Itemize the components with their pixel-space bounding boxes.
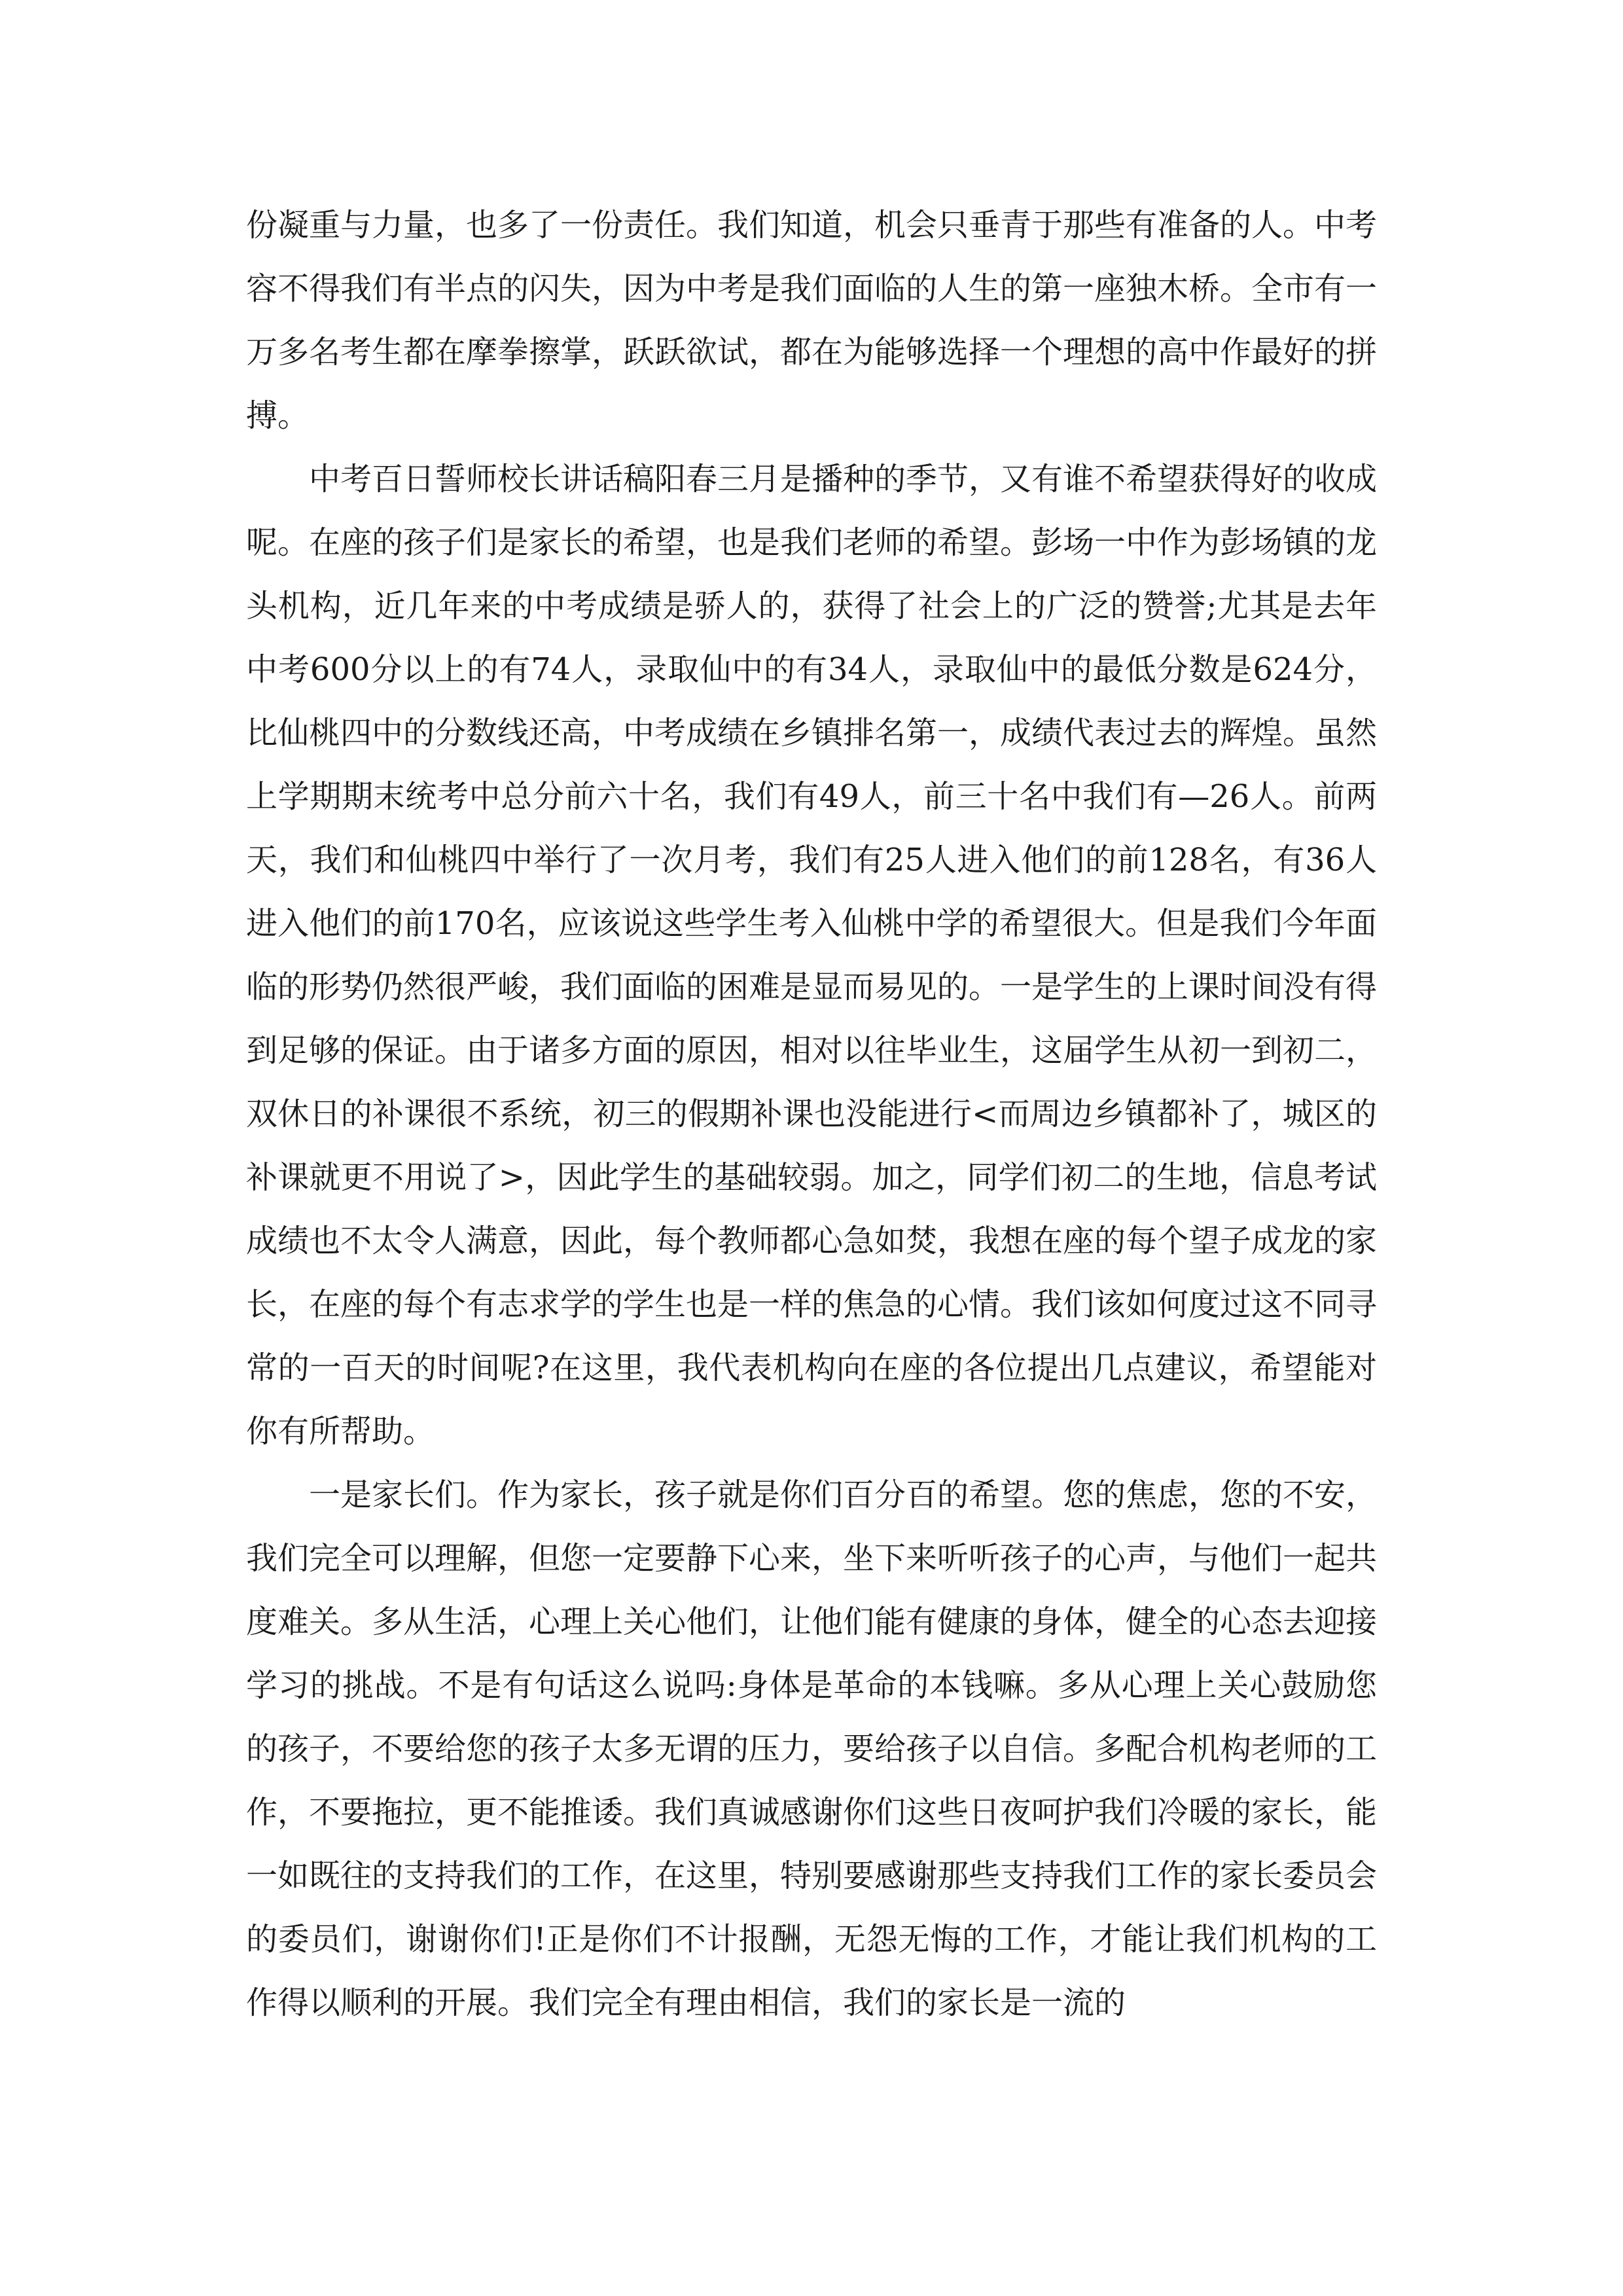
paragraph-parents: 一是家长们。作为家长，孩子就是你们百分百的希望。您的焦虑，您的不安，我们完全可以理解，但您一定要静下心来，坐下来听听孩子的心声，与他们一起共度难关。多从生活，心理上关心他们，让他们能有健康的身体，健全的心态去迎接学习的挑战。不是有句话这么说吗:身体是革命的本钱嘛。多从心理上关心鼓励您的孩子，不要给您的孩子太多无谓的压力，要给孩子以自信。多配合机构老师的工作，不要拖拉，更不能推诿。我们真诚感谢你们这些日夜呵护我们冷暖的家长，能一如既往的支持我们的工作，在这里，特别要感谢那些支持我们工作的家长委员会的委员们，谢谢你们!正是你们不计报酬，无怨无悔的工作，才能让我们机构的工作得以顺利的开展。我们完全有理由相信，我们的家长是一流的 bbox=[246, 1477, 1378, 2021]
document-body bbox=[246, 194, 1377, 2035]
paragraph-principal-speech: 中考百日誓师校长讲话稿阳春三月是播种的季节，又有谁不希望获得好的收成呢。在座的孩子们是家长的希望，也是我们老师的希望。彭场一中作为彭场镇的龙头机构，近几年来的中考成绩是骄人的，获得了社会上的广泛的赞誉;尤其是去年中考600分以上的有74人，录取仙中的有34人，录取仙中的最低分数是624分，比仙桃四中的分数线还高，中考成绩在乡镇排名第一，成绩代表过去的辉煌。虽然上学期期末统考中总分前六十名，我们有49人，前三十名中我们有—26人。前两天，我们和仙桃四中举行了一次月考，我们有25人进入他们的前128名，有36人进入他们的前170名，应该说这些学生考入仙桃中学的希望很大。但是我们今年面临的形势仍然很严峻，我们面临的困难是显而易见的。一是学生的上课时间没有得到足够的保证。由于诸多方面的原因，相对以往毕业生，这届学生从初一到初二，双休日的补课很不系统，初三的假期补课也没能进行<而周边乡镇都补了，城区的补课就更不用说了>，因此学生的基础较弱。加之，同学们初二的生地，信息考试成绩也不太令人满意，因此，每个教师都心急如焚，我想在座的每个望子成龙的家长，在座的每个有志求学的学生也是一样的焦急的心情。我们该如何度过这不同寻常的一百天的时间呢?在这里，我代表机构向在座的各位提出几点建议，希望能对你有所帮助。 bbox=[246, 461, 1378, 1450]
paragraph-continuation: 份凝重与力量，也多了一份责任。我们知道，机会只垂青于那些有准备的人。中考容不得我们有半点的闪失，因为中考是我们面临的人生的第一座独木桥。全市有一万多名考生都在摩拳擦掌，跃跃欲试，都在为能够选择一个理想的高中作最好的拼搏。 bbox=[246, 207, 1378, 434]
